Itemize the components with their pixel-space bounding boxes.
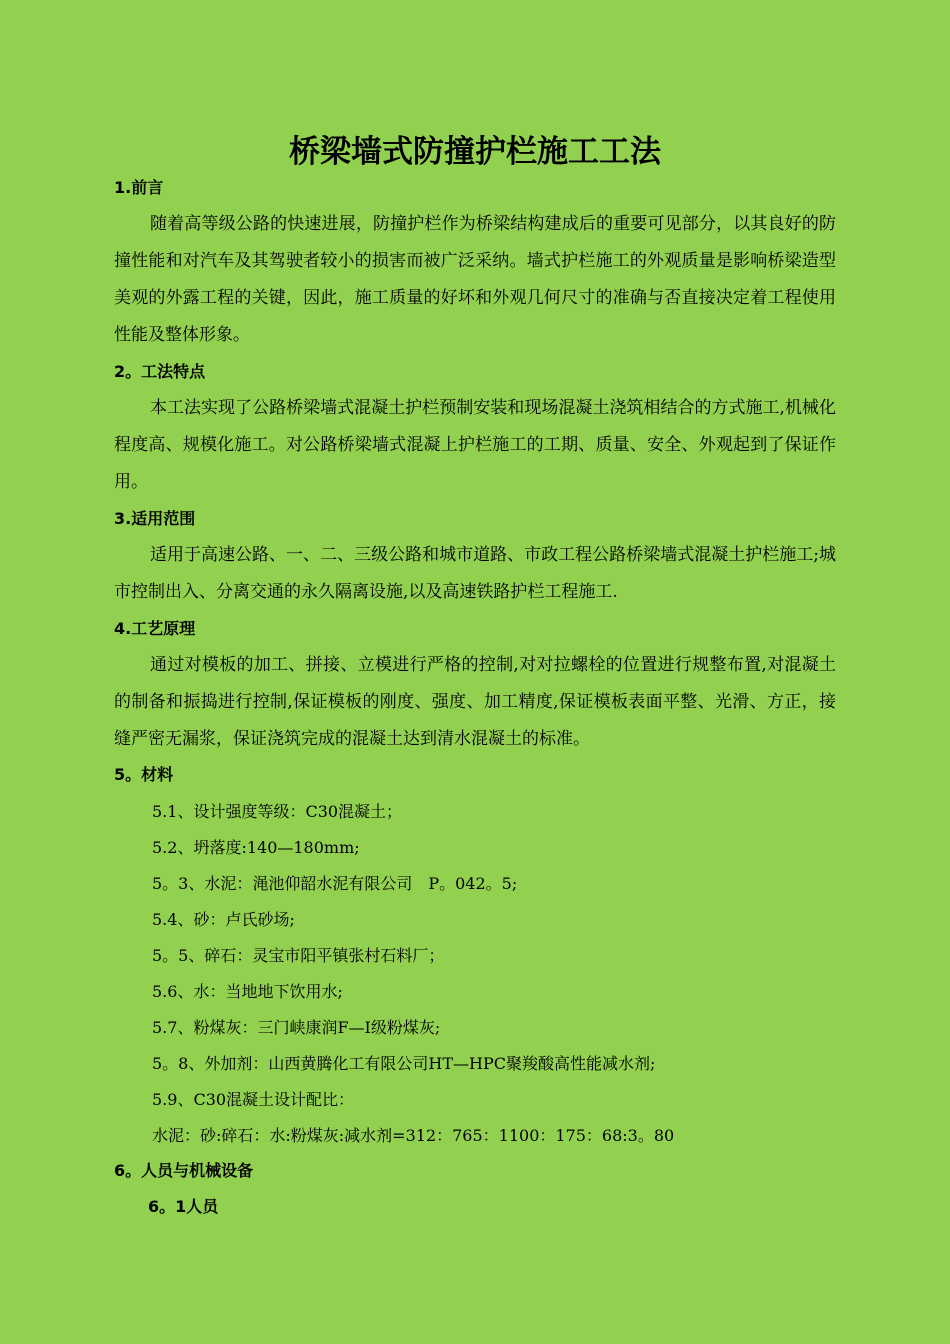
section-paragraph-preface: 随着高等级公路的快速进展，防撞护栏作为桥梁结构建成后的重要可见部分，以其良好的防撞性能和对汽车及其驾驶者较小的损害而被广泛采纳。墙式护栏施工的外观质量是影响桥梁造型美观的外露工程的关键，因此，施工质量的好坏和外观几何尺寸的准确与否直接决定着工程使用性能及整体形象。	[114, 214, 836, 345]
document-title: 桥梁墙式防撞护栏施工工法	[289, 134, 661, 170]
list-item: 5.1、设计强度等级：C30混凝土；	[152, 802, 403, 821]
section-paragraph-features: 本工法实现了公路桥梁墙式混凝土护栏预制安装和现场混凝土浇筑相结合的方式施工,机械化程度高、规模化施工。对公路桥梁墙式混凝上护栏施工的工期、质量、安全、外观起到了保证作用。	[114, 398, 836, 492]
list-item: 5.4、砂：卢氏砂场;	[152, 910, 295, 929]
section-heading-preface: 1.前言	[114, 178, 164, 197]
list-item: 5.6、水：当地地下饮用水;	[152, 982, 343, 1001]
list-item: 5.2、坍落度:140—180mm;	[152, 838, 360, 857]
mix-ratio-line: 水泥：砂:碎石：水:粉煤灰:减水剂=312：765：1100：175：68:3。80	[152, 1126, 675, 1145]
list-item: 5.7、粉煤灰：三门峡康润F—I级粉煤灰;	[152, 1018, 441, 1037]
section-paragraph-scope: 适用于高速公路、一、二、三级公路和城市道路、市政工程公路桥梁墙式混凝土护栏施工;城市控制出入、分离交通的永久隔离设施,以及高速铁路护栏工程施工.	[114, 545, 836, 602]
subsection-heading-personnel: 6。1人员	[148, 1197, 219, 1216]
section-heading-features: 2。工法特点	[114, 362, 206, 381]
section-heading-personnel-equipment: 6。人员与机械设备	[114, 1161, 254, 1180]
list-item: 5。3、水泥：渑池仰韶水泥有限公司 P。042。5;	[152, 874, 518, 893]
section-heading-principle: 4.工艺原理	[114, 619, 196, 638]
list-item: 5。5、碎石：灵宝市阳平镇张村石料厂；	[152, 946, 445, 965]
list-item: 5.9、C30混凝土设计配比：	[152, 1090, 355, 1109]
section-heading-materials: 5。材料	[114, 765, 174, 784]
section-heading-scope: 3.适用范围	[114, 509, 196, 528]
list-item: 5。8、外加剂：山西黄腾化工有限公司HT—HPC聚羧酸高性能减水剂;	[152, 1054, 656, 1073]
section-paragraph-principle: 通过对模板的加工、拼接、立模进行严格的控制,对对拉螺栓的位置进行规整布置,对混凝土的制备和振捣进行控制,保证模板的刚度、强度、加工精度,保证模板表面平整、光滑、方正，接缝严密无漏浆，保证浇筑完成的混凝土达到清水混凝土的标准。	[114, 655, 836, 749]
